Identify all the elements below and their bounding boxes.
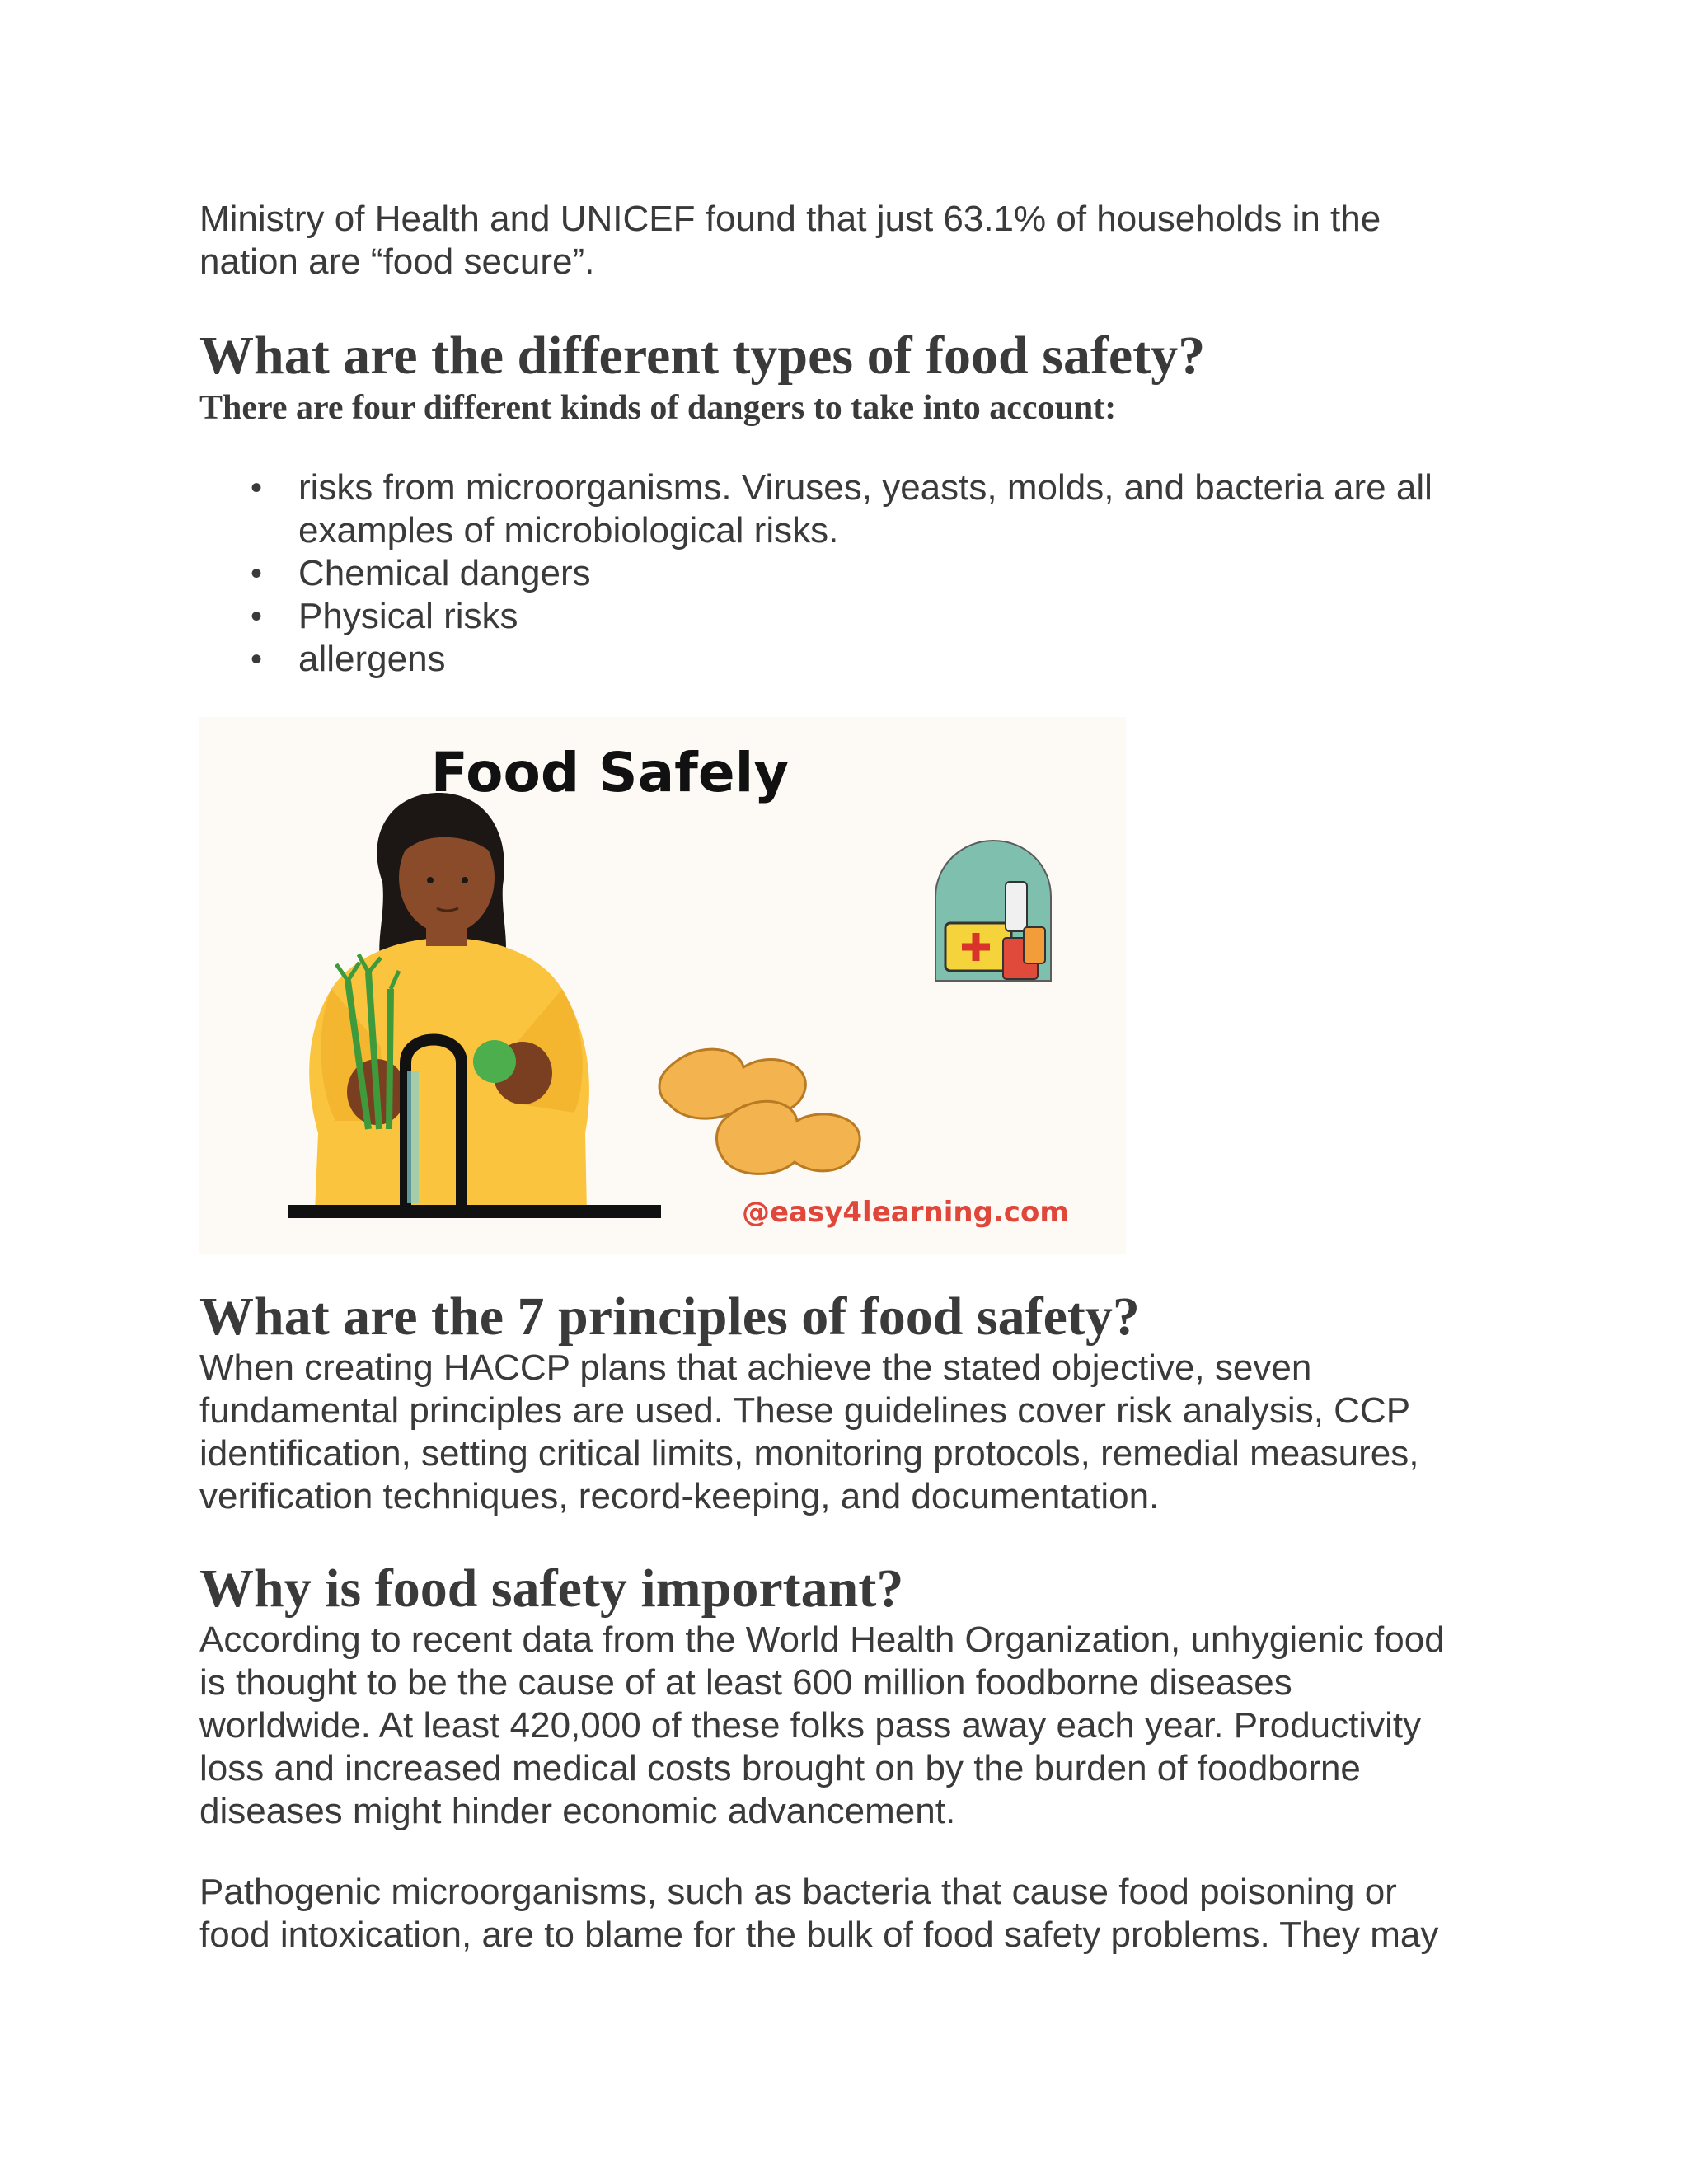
- list-item-text: Chemical dangers: [298, 553, 591, 593]
- food-safety-illustration: [199, 717, 1126, 1254]
- paragraph-line: worldwide. At least 420,000 of these folks pass away each year. Productivity: [199, 1705, 1422, 1746]
- bullet-icon: •: [251, 555, 263, 592]
- list-item-text: allergens: [298, 639, 446, 679]
- risk-list: [199, 466, 1502, 681]
- paragraph-line: When creating HACCP plans that achieve the stated objective, seven: [199, 1347, 1312, 1388]
- paragraph-line: food intoxication, are to blame for the bulk of food safety problems. They may: [199, 1915, 1439, 1955]
- principles-heading: What are the 7 principles of food safety?: [199, 1286, 1140, 1347]
- intro-line: Ministry of Health and UNICEF found that just 63.1% of households in the: [199, 199, 1381, 239]
- paragraph-line: loss and increased medical costs brought on by the burden of foodborne: [199, 1748, 1361, 1788]
- importance-heading: Why is food safety important?: [199, 1558, 904, 1619]
- types-heading: What are the different types of food safety?: [199, 326, 1206, 386]
- right-eye: [462, 877, 468, 883]
- intro-paragraph: [199, 198, 1485, 284]
- pathogen-paragraph: [199, 1871, 1502, 1957]
- paragraph-line: identification, setting critical limits, monitoring protocols, remedial measures,: [199, 1433, 1419, 1474]
- list-item-text: Physical risks: [298, 596, 518, 636]
- importance-paragraph: [199, 1619, 1502, 1833]
- principles-paragraph: [199, 1347, 1502, 1518]
- illustration-title: Food Safely: [430, 741, 790, 804]
- list-item: [199, 638, 1502, 681]
- bullet-icon: •: [251, 598, 263, 635]
- water-stream: [407, 1071, 419, 1203]
- list-item: [199, 595, 1502, 638]
- types-subheading: There are four different kinds of dangers to take into account:: [199, 389, 1117, 427]
- kit-can: [1024, 927, 1045, 963]
- illustration-watermark: @easy4learning.com: [742, 1196, 1069, 1229]
- list-item: [199, 552, 1502, 595]
- list-item-text: risks from microorganisms. Viruses, yeasts, molds, and bacteria are all: [298, 467, 1432, 508]
- paragraph-line: verification techniques, record-keeping, and documentation.: [199, 1476, 1160, 1516]
- food-kit-icon: [935, 841, 1051, 981]
- paragraph-line: diseases might hinder economic advancement.: [199, 1791, 956, 1831]
- paragraph-line: Pathogenic microorganisms, such as bacteria that cause food poisoning or: [199, 1872, 1397, 1912]
- paragraph-line: According to recent data from the World Health Organization, unhygienic food: [199, 1619, 1445, 1660]
- sink-counter: [288, 1205, 661, 1218]
- paragraph-line: is thought to be the cause of at least 600 million foodborne diseases: [199, 1662, 1292, 1703]
- paragraph-line: fundamental principles are used. These guidelines cover risk analysis, CCP: [199, 1390, 1411, 1431]
- intro-line: nation are “food secure”.: [199, 241, 595, 282]
- green-vegetable: [473, 1040, 516, 1083]
- kit-bottle: [1006, 882, 1027, 931]
- list-item: [199, 466, 1502, 552]
- bullet-icon: •: [251, 641, 263, 677]
- list-item-text: examples of microbiological risks.: [298, 510, 839, 551]
- bullet-icon: •: [251, 470, 263, 506]
- left-eye: [427, 877, 434, 883]
